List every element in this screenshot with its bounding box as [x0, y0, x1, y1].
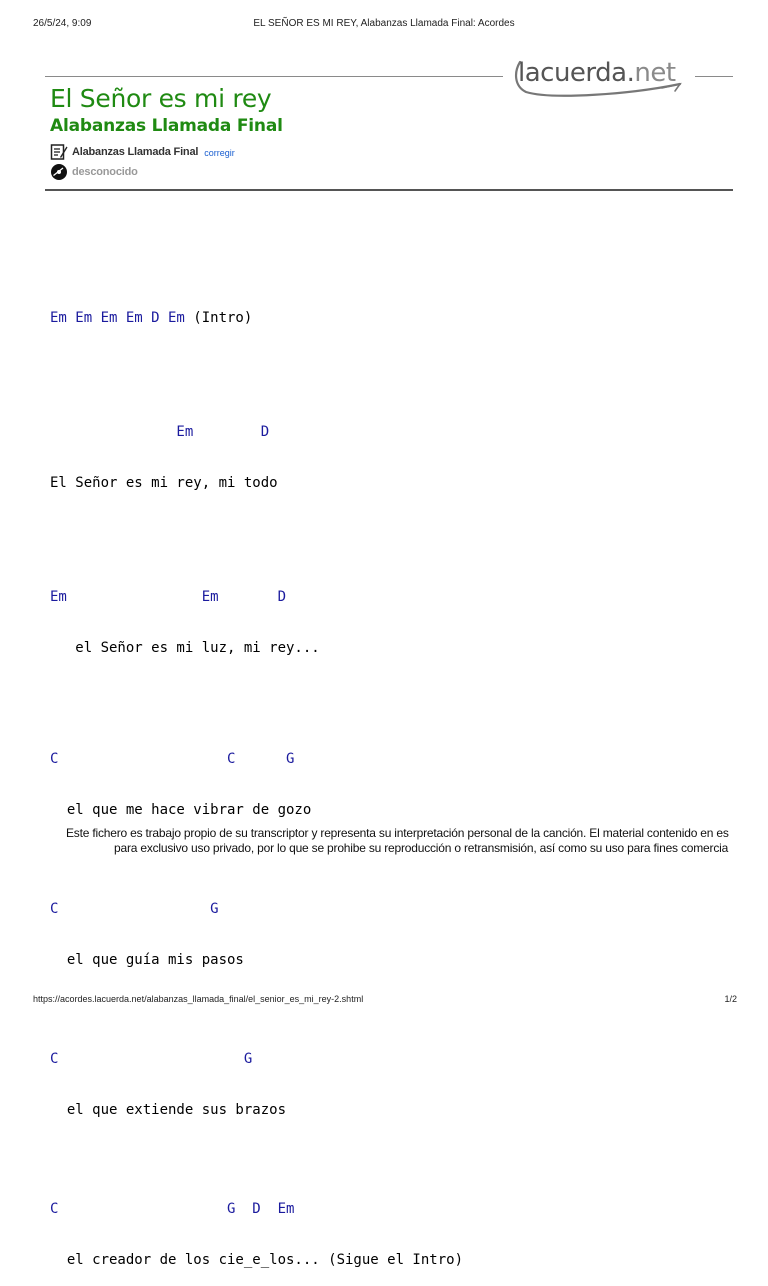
- chord-line: C G D Em: [50, 1201, 295, 1217]
- spacer: [50, 1153, 463, 1167]
- header-divider: [45, 189, 733, 191]
- spacer: [50, 361, 463, 390]
- lyric-line: el Señor es mi luz, mi rey...: [50, 640, 320, 656]
- chord-line: Em D: [50, 424, 270, 440]
- logo-text: [518, 58, 676, 88]
- print-page-number: 1/2: [724, 994, 737, 1004]
- artist-link[interactable]: Alabanzas Llamada Final: [50, 116, 283, 136]
- lyric-line: el que extiende sus brazos: [50, 1102, 287, 1118]
- copyright-disclaimer: [0, 826, 735, 856]
- site-logo[interactable]: [512, 54, 692, 100]
- spacer: [50, 691, 463, 717]
- logo-tld: net: [634, 58, 676, 88]
- print-page-title: EL SEÑOR ES MI REY, Alabanzas Llamada Final: Acordes: [253, 18, 515, 29]
- disclaimer-line: Este fichero es trabajo propio de su transcriptor y representa su interpretación personal de la canción. El material contenido en es: [66, 826, 729, 840]
- lyric-line: El Señor es mi rey, mi todo: [50, 475, 278, 491]
- lyric-line: el creador de los cie_e_los... (Sigue el Intro): [50, 1252, 464, 1268]
- print-url: https://acordes.lacuerda.net/alabanzas_llamada_final/el_senior_es_mi_rey-2.shtml: [33, 994, 364, 1004]
- chord-line: Em Em Em Em D Em: [50, 310, 185, 326]
- song-title: El Señor es mi rey: [50, 84, 272, 113]
- intro-line: [50, 310, 463, 327]
- lyric-line: el que guía mis pasos: [50, 952, 244, 968]
- transcriber-name[interactable]: Alabanzas Llamada Final: [72, 146, 199, 158]
- disclaimer-line: para exclusivo uso privado, por lo que se prohibe su reproducción o retransmisión, así como su uso para fines comercia: [114, 841, 729, 855]
- transcriber-row: [50, 143, 235, 161]
- edit-note-icon: [50, 143, 68, 161]
- print-date: 26/5/24, 9:09: [33, 18, 92, 29]
- chord-line: C G: [50, 901, 219, 917]
- top-divider: [45, 76, 503, 77]
- chord-line: C G: [50, 1051, 253, 1067]
- logo-name: lacuerda: [518, 58, 627, 88]
- top-divider-right: [695, 76, 733, 77]
- spacer: [50, 526, 463, 555]
- chord-line: C C G: [50, 751, 295, 767]
- intro-label: (Intro): [184, 310, 253, 326]
- chord-line: Em Em D: [50, 589, 287, 605]
- spacer: [50, 1003, 463, 1017]
- logo-dot: .: [626, 58, 635, 88]
- album-name: desconocido: [72, 166, 138, 178]
- album-row: [50, 163, 138, 181]
- lyric-line: el que me hace vibrar de gozo: [50, 802, 312, 818]
- chord-sheet: [50, 276, 463, 1286]
- disc-icon: [50, 163, 68, 181]
- edit-link[interactable]: corregir: [204, 148, 235, 158]
